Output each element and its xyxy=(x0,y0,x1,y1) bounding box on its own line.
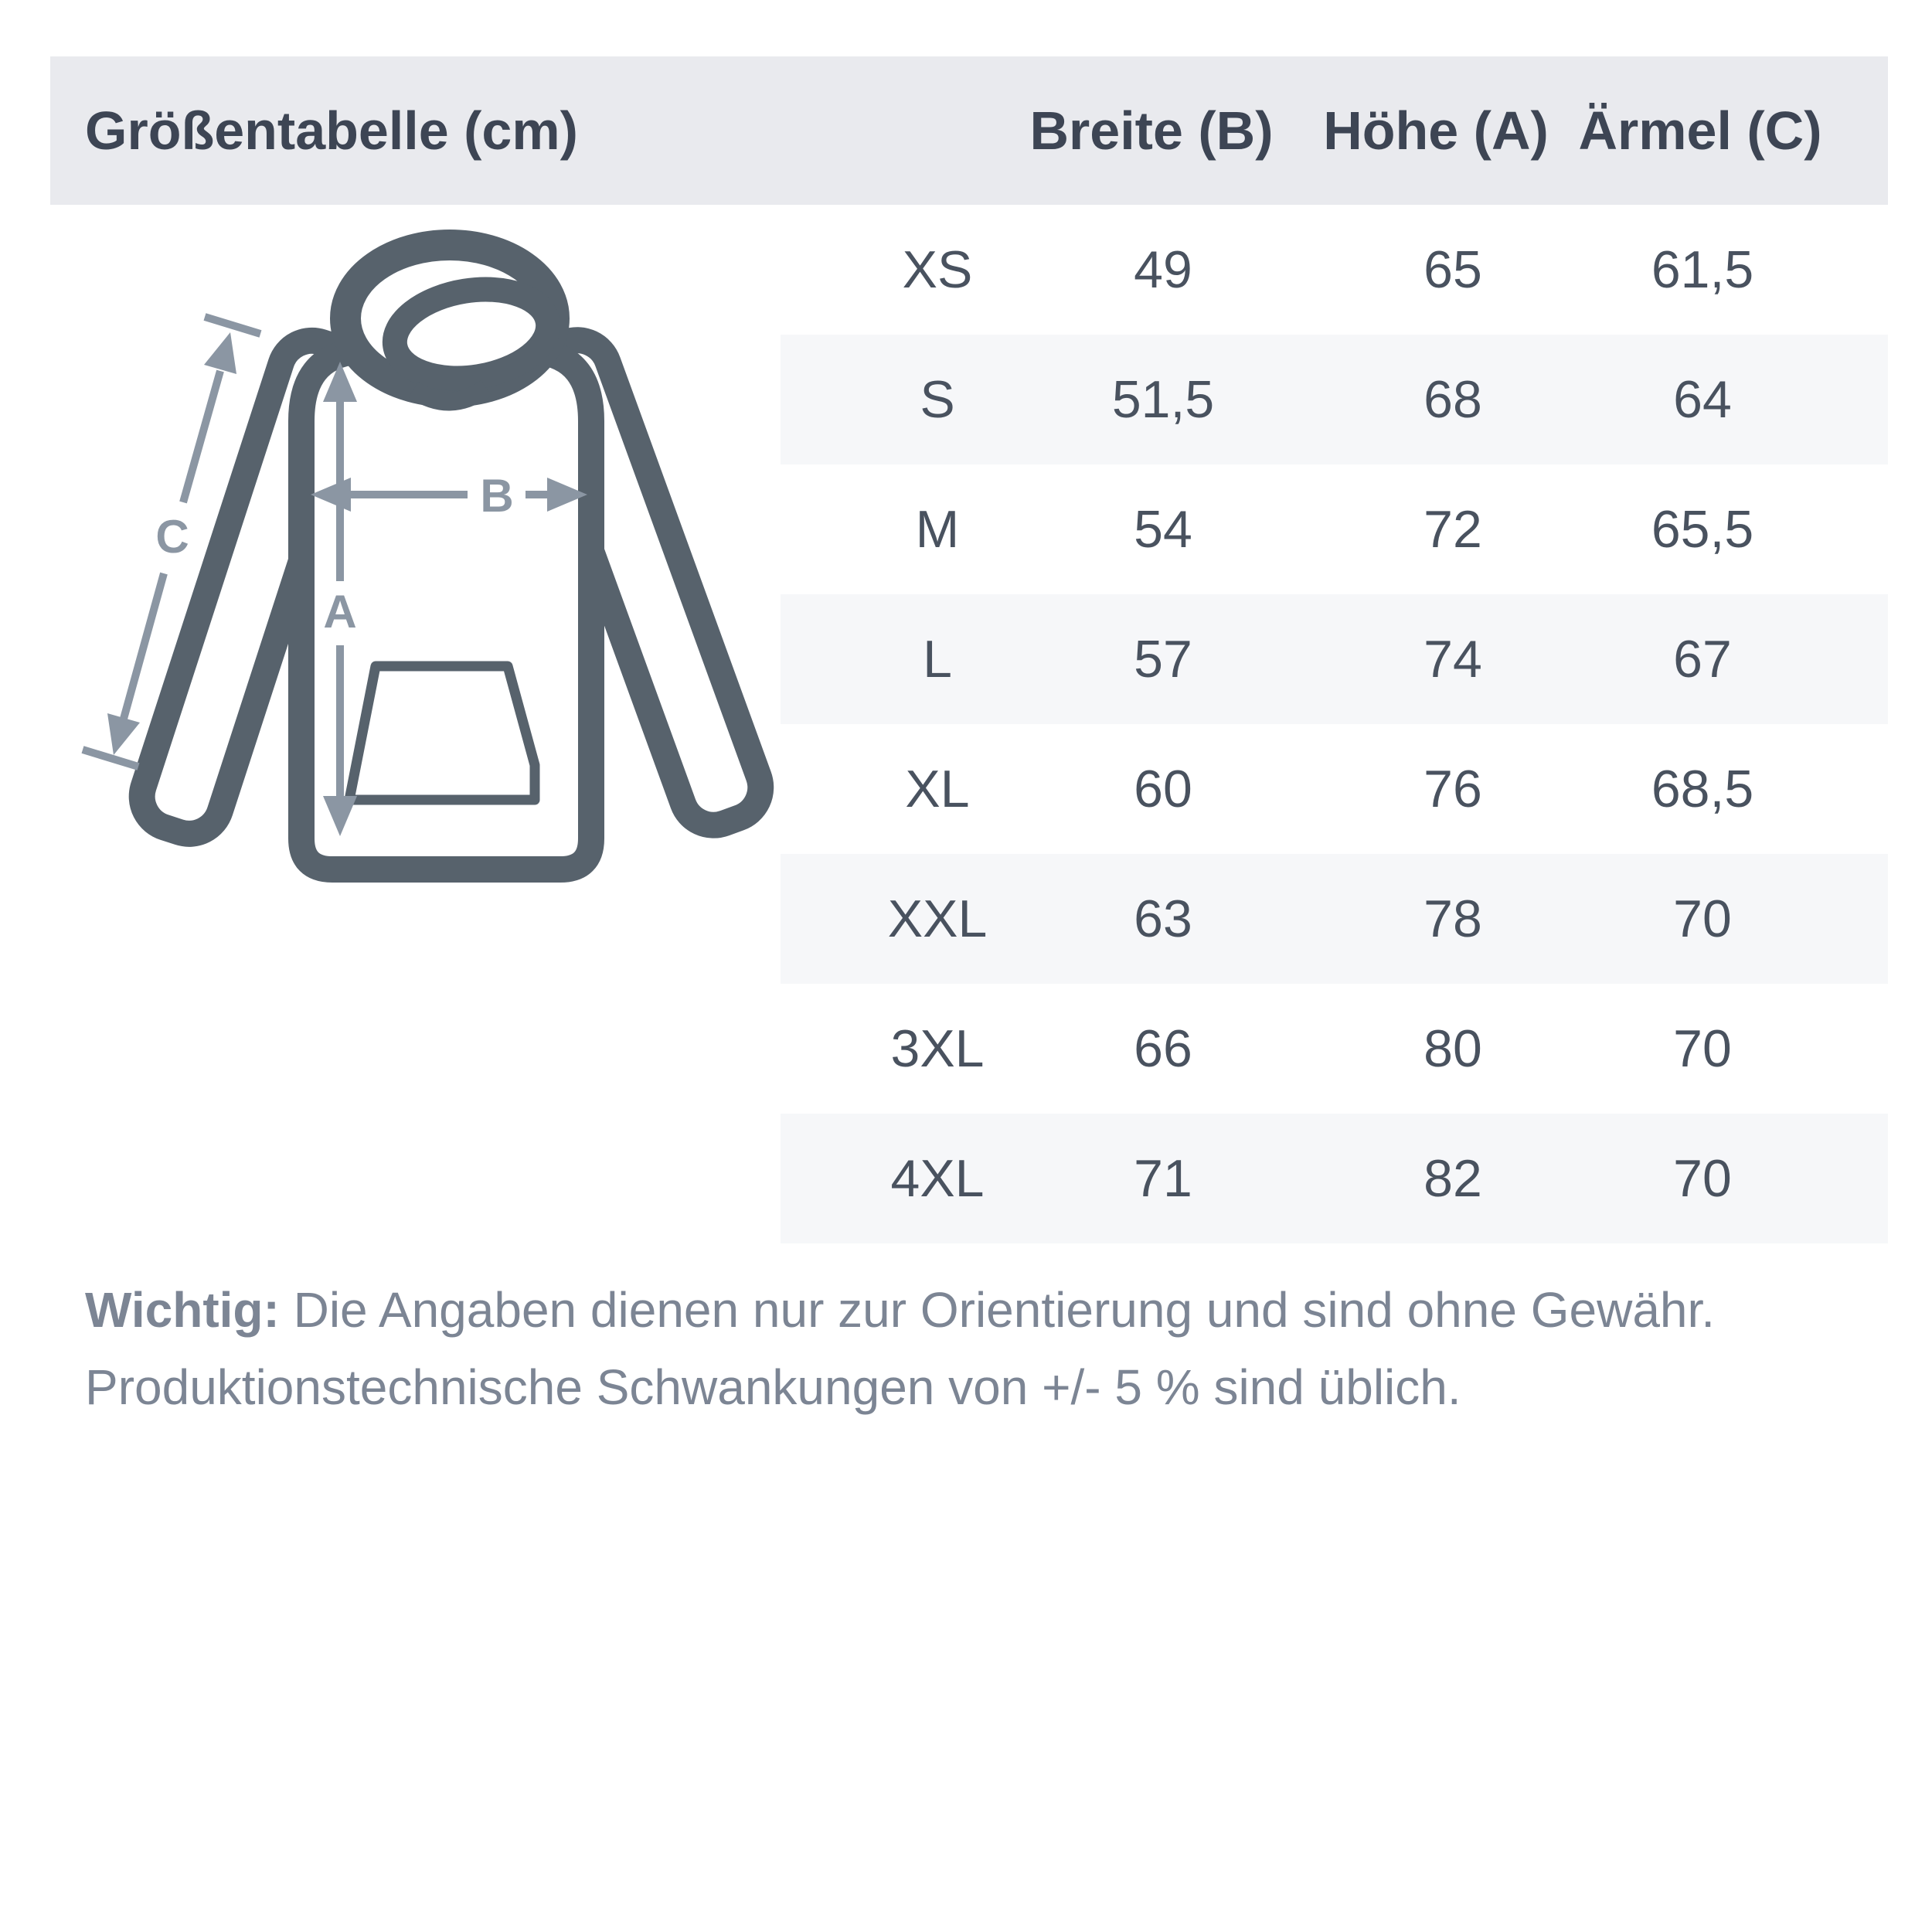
cell-aermel: 64 xyxy=(1673,370,1732,429)
table-row-m xyxy=(781,464,1888,594)
cell-size: L xyxy=(923,630,952,689)
cell-breite: 66 xyxy=(1134,1019,1192,1078)
label-b: B xyxy=(480,470,514,522)
cell-aermel: 68,5 xyxy=(1651,760,1754,818)
cell-size: S xyxy=(920,370,955,429)
column-header-hoehe: Höhe (A) xyxy=(1323,100,1549,161)
table-row-l xyxy=(781,594,1888,724)
cell-size: 3XL xyxy=(890,1019,985,1078)
cell-aermel: 70 xyxy=(1673,889,1732,948)
size-table-body xyxy=(781,205,1888,1243)
table-header-bar xyxy=(50,56,1888,205)
cell-aermel: 67 xyxy=(1673,630,1732,689)
page-title: Größentabelle (cm) xyxy=(85,100,578,161)
cell-size: 4XL xyxy=(890,1149,985,1208)
disclaimer-text-1: Die Angaben dienen nur zur Orientierung und sind ohne Gewähr. xyxy=(293,1282,1716,1338)
cell-breite: 63 xyxy=(1134,889,1192,948)
cell-size: XXL xyxy=(887,889,988,948)
table-row-s xyxy=(781,335,1888,464)
cell-hoehe: 76 xyxy=(1423,760,1482,818)
label-c: C xyxy=(155,511,189,563)
hoodie-measurement-diagram xyxy=(50,224,781,889)
disclaimer-label: Wichtig: xyxy=(85,1282,280,1338)
cell-breite: 57 xyxy=(1134,630,1192,689)
column-header-aermel: Ärmel (C) xyxy=(1578,100,1822,161)
cell-hoehe: 78 xyxy=(1423,889,1482,948)
disclaimer-text-2: Produktionstechnische Schwankungen von +/- 5 % sind üblich. xyxy=(85,1359,1461,1415)
cell-size: XS xyxy=(902,240,973,299)
cell-hoehe: 65 xyxy=(1423,240,1482,299)
cell-aermel: 70 xyxy=(1673,1019,1732,1078)
cell-hoehe: 68 xyxy=(1423,370,1482,429)
table-row-xs xyxy=(781,205,1888,335)
disclaimer-note xyxy=(85,1271,1878,1426)
cell-breite: 49 xyxy=(1134,240,1192,299)
table-row-xl xyxy=(781,724,1888,854)
table-row-4xl xyxy=(781,1114,1888,1243)
cell-hoehe: 74 xyxy=(1423,630,1482,689)
cell-size: XL xyxy=(905,760,970,818)
disclaimer-line-1 xyxy=(85,1271,1878,1349)
cell-hoehe: 82 xyxy=(1423,1149,1482,1208)
table-row-xxl xyxy=(781,854,1888,984)
cell-breite: 71 xyxy=(1134,1149,1192,1208)
label-a: A xyxy=(323,586,357,638)
cell-aermel: 61,5 xyxy=(1651,240,1754,299)
kangaroo-pocket xyxy=(349,666,535,800)
cell-breite: 51,5 xyxy=(1111,370,1215,429)
cell-size: M xyxy=(915,500,960,559)
cell-hoehe: 80 xyxy=(1423,1019,1482,1078)
cell-aermel: 65,5 xyxy=(1651,500,1754,559)
cell-breite: 54 xyxy=(1134,500,1192,559)
cell-hoehe: 72 xyxy=(1423,500,1482,559)
table-row-3xl xyxy=(781,984,1888,1114)
cell-aermel: 70 xyxy=(1673,1149,1732,1208)
cell-breite: 60 xyxy=(1134,760,1192,818)
column-header-breite: Breite (B) xyxy=(1029,100,1274,161)
